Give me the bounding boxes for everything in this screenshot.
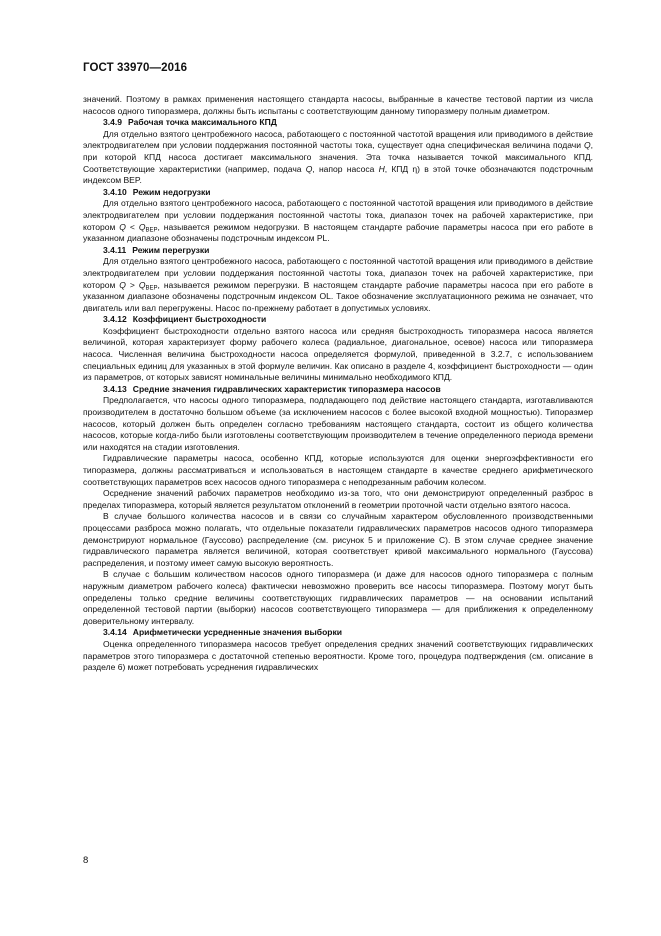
standard-header: ГОСТ 33970—2016 bbox=[83, 62, 188, 74]
paragraph: Гидравлические параметры насоса, особенно КПД, которые используются для оценки энергоэффективности его типоразмера, должны рассматриваться и использоваться в настоящем стандарте в качестве среднего арифметического соответствующих параметров всех насосов одного типоразмера с неподрезанным рабочим колесом. bbox=[83, 453, 593, 487]
section-heading bbox=[83, 117, 593, 129]
paragraph: Для отдельно взятого центробежного насоса, работающего с постоянной частотой вращения или приводимого в действие электродвигателем при условии поддержания постоянной частоты тока, диапазон точек на рабочей характеристике, при котором $Q < Q_{BEP}$, называется режимом недогрузки. В настоящем стандарте рабочие параметры насоса при его работе в указанном диапазоне обозначены подстрочным индексом PL. bbox=[83, 198, 593, 244]
paragraph: В случае с большим количеством насосов одного типоразмера (и даже для насосов одного типоразмера с полным наружным диаметром рабочего колеса) фактически невозможно проверить все насосы типоразмера. Поэтому могут быть определены только средние величины соответствующих гидравлических параметров — на основании испытаний определенной тестовой партии (выборки) насосов соответствующего типоразмера — для приближения к определенному доверительному интервалу. bbox=[83, 569, 593, 626]
section-heading bbox=[83, 187, 593, 199]
section-title: Режим перегрузки bbox=[132, 244, 210, 255]
paragraph: Для отдельно взятого центробежного насоса, работающего с постоянной частотой вращения или приводимого в действие электродвигателем при условии поддержания постоянной частоты тока, существует одна специфическая величина подачи Q, при которой КПД насоса достигает максимального значения. Эта точка называется точкой максимального КПД. Соответствующие характеристики (например, подача Q, напор насоса H, КПД η) в этой точке обозначаются подстрочным индексом BEP. bbox=[83, 128, 593, 186]
section-number: 3.4.12 bbox=[103, 314, 127, 325]
paragraph: Оценка определенного типоразмера насосов требует определения средних значений соответствующих гидравлических параметров этого типоразмера с достаточной степенью вероятности. Кроме того, процедура подтверждения (см. описание в разделе 6) может потребовать усреднения гидравлических bbox=[83, 638, 593, 673]
section-number: 3.4.9 bbox=[103, 117, 123, 128]
section-heading bbox=[83, 245, 593, 257]
paragraph: В случае большого количества насосов и в связи со случайным характером обусловленного производственными процессами разброса можно полагать, что отдельные показатели гидравлических параметров насосов одного типоразмера демонстрируют нормальное (Гауссово) распределение (см. рисунок 5 и приложение С). В этом случае среднее значение гидравлического параметра является величиной, которая соответствует кривой максимального нормального (Гауссова) распределения, и поэтому имеет самую высокую вероятность. bbox=[83, 511, 593, 568]
section-number: 3.4.11 bbox=[103, 244, 127, 255]
section-title: Арифметически усредненные значения выборки bbox=[132, 627, 343, 638]
paragraph: значений. Поэтому в рамках применения настоящего стандарта насосы, выбранные в качестве тестовой партии из числа насосов одного типоразмера, должны быть испытаны с соответствующим данному типоразмеру полным диаметром. bbox=[83, 94, 593, 116]
paragraph: Для отдельно взятого центробежного насоса, работающего с постоянной частотой вращения или приводимого в действие электродвигателем при условии поддержания постоянной частоты тока, диапазон точек на рабочей характеристике, при котором $Q > Q_{BEP}$, называется режимом перегрузки. В настоящем стандарте рабочие параметры насоса при его работе в указанном диапазоне обозначены подстрочным индексом OL. Такое обозначение эксплуатационного режима не означает, что двигатель или вал перегружены. Насос по-прежнему работает в допустимых условиях. bbox=[83, 256, 593, 313]
section-title: Средние значения гидравлических характеристик типоразмера насосов bbox=[132, 383, 441, 394]
section-title: Режим недогрузки bbox=[132, 186, 211, 197]
section-number: 3.4.14 bbox=[103, 627, 127, 638]
section-heading bbox=[83, 314, 593, 326]
paragraph: Предполагается, что насосы одного типоразмера, подпадающего под действие настоящего стандарта, изготавливаются производителем в достаточно большом объеме (за исключением насосов с более высокой входной мощностью). Типоразмер насосов, который должен быть определен согласно требованиям настоящего стандарта, состоит из общего количества насосов, которые когда-либо были изготовлены соответствующим производителем в течение определенного периода времени или находятся на стадии изготовления. bbox=[83, 395, 593, 452]
section-title: Коэффициент быстроходности bbox=[132, 314, 267, 325]
section-title: Рабочая точка максимального КПД bbox=[128, 117, 277, 128]
paragraph: Коэффициент быстроходности отдельно взятого насоса или средняя быстроходность типоразмера насоса является величиной, которая характеризует форму рабочего колеса (радиальное, диагональное, осевое) насоса или типоразмера насоса. Численная величина быстроходности насоса определяется формулой, приведенной в 3.2.7, с использованием специальных единиц для указанных в этой формуле величин. Как описано в разделе 4, коэффициент быстроходности — один из параметров, от которых зависят номинальные величины минимально необходимого КПД. bbox=[83, 325, 593, 383]
section-heading bbox=[83, 384, 593, 396]
section-number: 3.4.13 bbox=[103, 383, 127, 394]
section-number: 3.4.10 bbox=[103, 186, 127, 197]
document-body bbox=[83, 94, 593, 674]
page-number: 8 bbox=[83, 855, 89, 866]
section-heading bbox=[83, 627, 593, 639]
paragraph: Осреднение значений рабочих параметров необходимо из-за того, что они демонстрируют определенный разброс в пределах типоразмера, который является результатом отклонений в геометрии проточной части отдельно взятого насоса. bbox=[83, 488, 593, 510]
